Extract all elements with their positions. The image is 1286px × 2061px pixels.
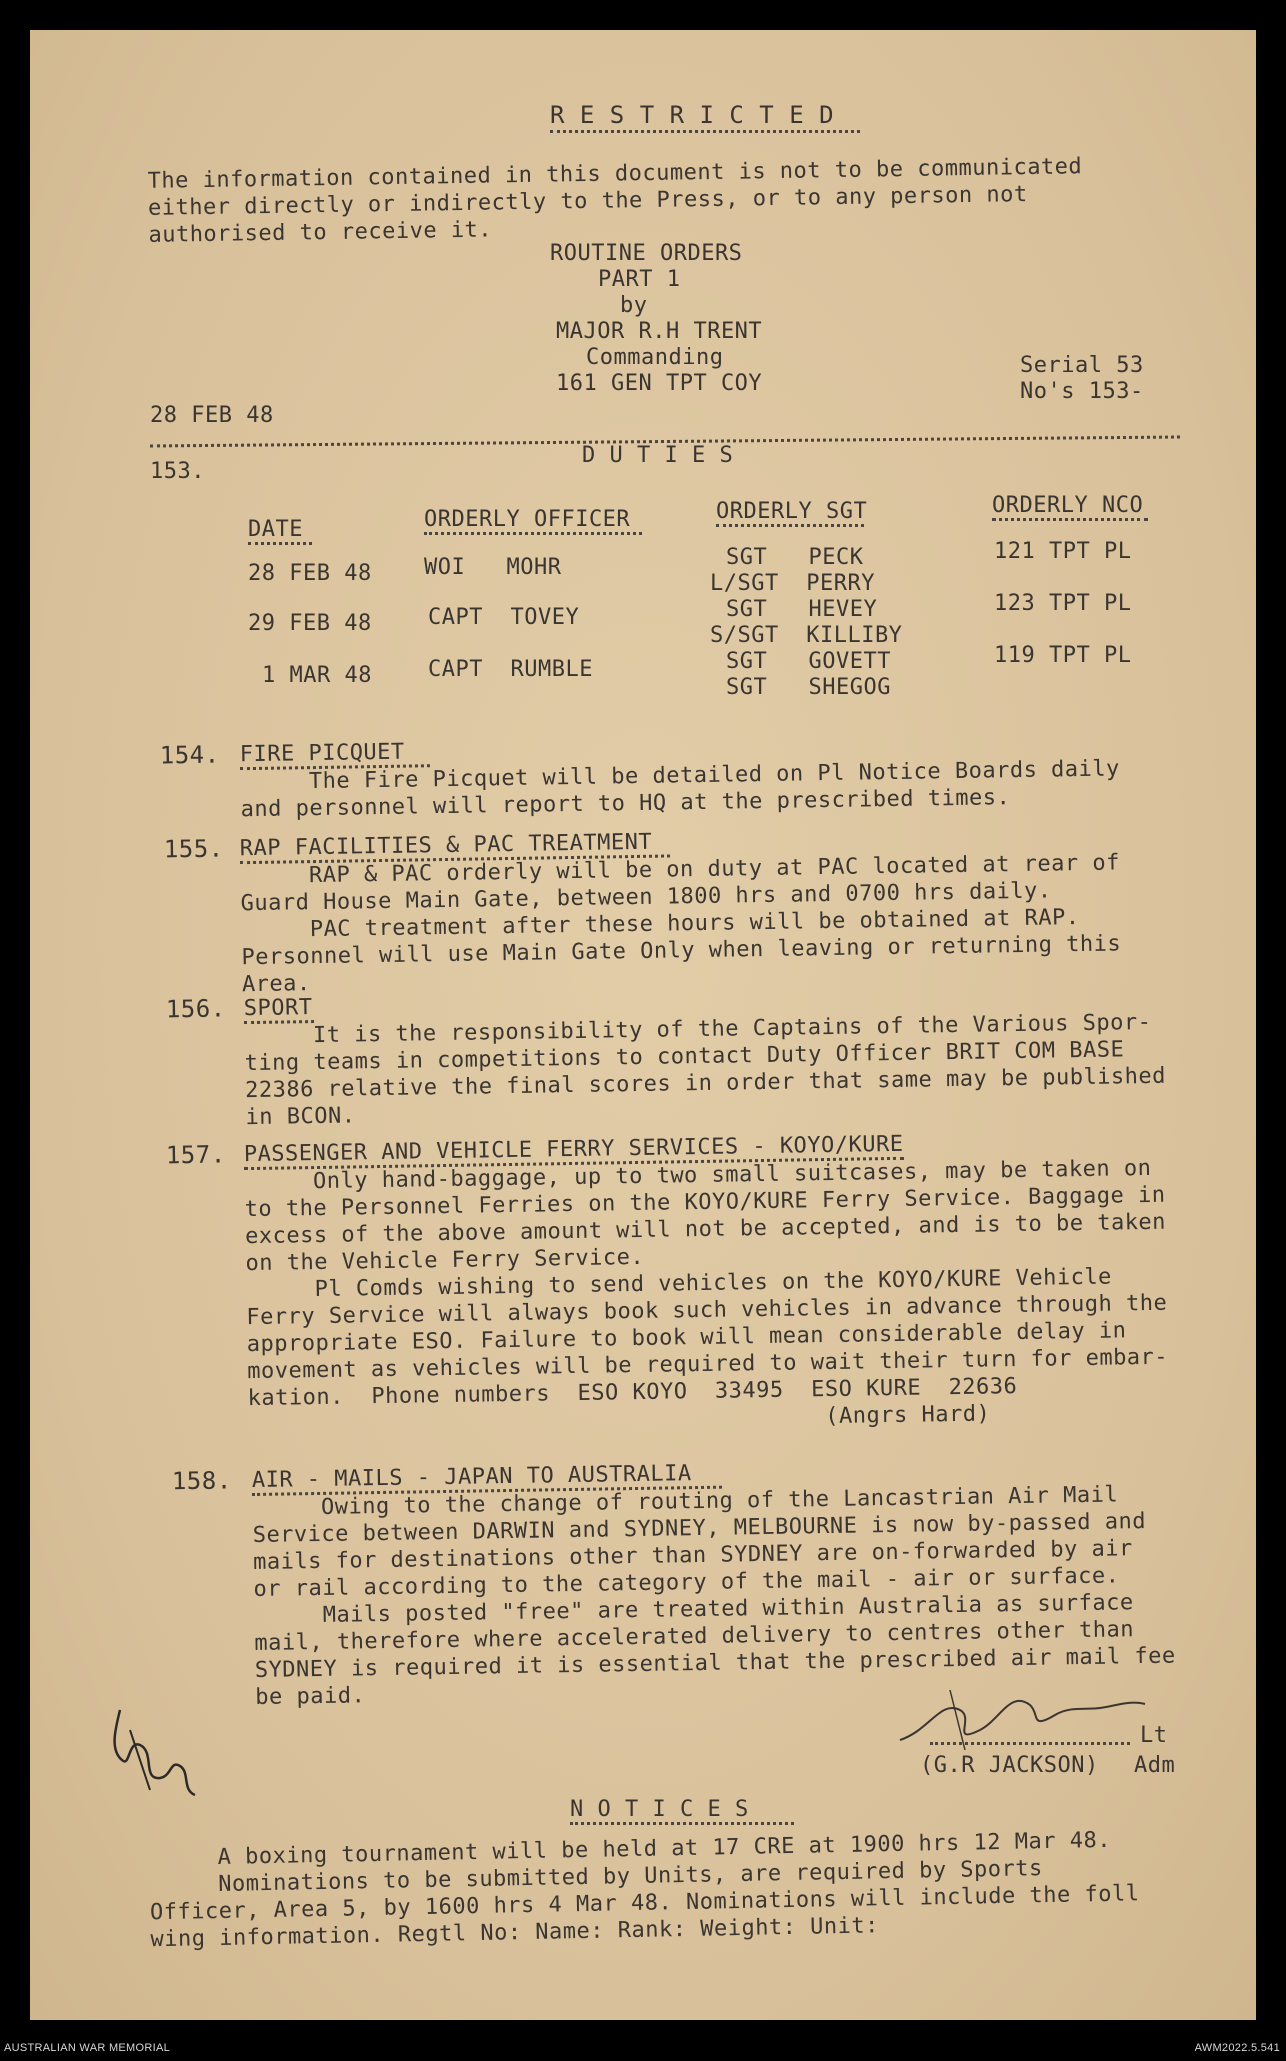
orders-by: by xyxy=(620,293,648,318)
restricted-banner: R E S T R I C T E D xyxy=(550,101,835,129)
order-numbers: No's 153- xyxy=(1020,379,1144,404)
notices-underline xyxy=(570,1822,794,1825)
archive-credit: AUSTRALIAN WAR MEMORIAL xyxy=(4,2042,171,2054)
document-page xyxy=(30,30,1256,2020)
duty-nco: 121 TPT PL xyxy=(994,539,1132,564)
duty-date: 28 FEB 48 xyxy=(248,561,372,586)
item-body: The Fire Picquet will be detailed on Pl Notice Boards daily and personnel will report to HQ at the prescribed times. xyxy=(240,756,1120,823)
duty-sgt: SGT SHEGOG xyxy=(726,675,891,700)
notices-body: A boxing tournament will be held at 17 CRE at 1900 hrs 12 Mar 48. Nominations to be submitted by Units, are required by Sports Officer, Area 5, by 1600 hrs 4 Mar 48. Nominations will include the foll wing information. Regtl No: Name: Rank: Weight: Unit: xyxy=(148,1827,1140,1953)
duties-number: 153. xyxy=(150,459,205,484)
duty-nco: 119 TPT PL xyxy=(994,643,1132,668)
margin-initials xyxy=(100,1690,210,1814)
handwritten-signature xyxy=(890,1670,1150,1764)
duty-sgt: L/SGT PERRY xyxy=(710,571,875,596)
duties-column-officer: ORDERLY OFFICER xyxy=(424,507,631,532)
duty-date: 29 FEB 48 xyxy=(248,611,372,636)
orders-part: PART 1 xyxy=(598,267,681,292)
duty-sgt: SGT PECK xyxy=(726,545,864,570)
duties-heading: D U T I E S xyxy=(582,443,734,468)
duties-column-sgt: ORDERLY SGT xyxy=(716,499,868,524)
duty-officer: CAPT TOVEY xyxy=(428,605,580,630)
duties-column-nco: ORDERLY NCO xyxy=(992,493,1144,518)
item-number: 158. xyxy=(171,1466,232,1496)
column-underline xyxy=(992,518,1148,521)
item-body: Only hand-baggage, up to two small suitcases, may be taken on to the Personnel Ferries on the KOYO/KURE Ferry Service. Baggage in excess of the above amount will not be accepted, and is to be taken on the Vehicle Ferry Service. Pl Comds wishing to send vehicles on the KOYO/KURE Vehicle Ferry Service will always book such vehicles in advance through the appropriate ESO. Failure to book will mean considerable delay in movement as vehicles will be required to wait their turn for embar- kation. Phone numbers ESO KOYO 33495 ESO KURE 22636 (Angrs Hard) xyxy=(244,1155,1169,1439)
item-heading: AIR - MAILS - JAPAN TO AUSTRALIA xyxy=(251,1461,692,1494)
serial-number: Serial 53 xyxy=(1020,353,1144,378)
duty-date: 1 MAR 48 xyxy=(262,663,372,688)
column-underline xyxy=(248,542,312,545)
duty-sgt: S/SGT KILLIBY xyxy=(710,623,903,648)
item-body: It is the responsibility of the Captains of the Various Spor- ting teams in competitions to contact Duty Officer BRIT COM BASE 22386 relative the final scores in order that same may be published in BCON. xyxy=(244,1009,1167,1131)
item-number: 155. xyxy=(163,834,224,864)
item-body: RAP & PAC orderly will be on duty at PAC located at rear of Guard House Main Gate, between 1800 hrs and 0700 hrs daily. PAC treatment after these hours will be obtained at RAP. Personnel will use Main Gate Only when leaving or returning this Area. xyxy=(240,850,1122,998)
duty-officer: CAPT RUMBLE xyxy=(428,657,593,682)
duties-column-date: DATE xyxy=(248,517,303,542)
archive-reference: AWM2022.5.541 xyxy=(1194,2042,1280,2054)
item-body: Owing to the change of routing of the Lancastrian Air Mail Service between DARWIN and SYDNEY, MELBOURNE is now by-passed and mails for destinations other than SYDNEY are on-forwarded by air or rail according to the category of the mail - air or surface. Mails posted "free" are treated within Australia as surface mail, therefore where accelerated delivery to centres other than SYDNEY is required it is essential that the prescribed air mail fee be paid. xyxy=(252,1482,1176,1710)
orders-author: MAJOR R.H TRENT xyxy=(556,319,763,344)
item-heading: SPORT xyxy=(243,995,313,1022)
duty-sgt: SGT HEVEY xyxy=(726,597,878,622)
item-heading: RAP FACILITIES & PAC TREATMENT xyxy=(239,829,653,862)
signatory-role: Adm xyxy=(1134,1753,1176,1778)
signatory-rank: Lt xyxy=(1140,1723,1168,1748)
orders-date: 28 FEB 48 xyxy=(150,403,274,428)
notices-heading: N O T I C E S xyxy=(570,1797,749,1822)
item-heading: FIRE PICQUET xyxy=(239,739,405,768)
signatory-name: (G.R JACKSON) xyxy=(920,1753,1099,1778)
orders-commanding: Commanding xyxy=(586,345,724,370)
column-underline xyxy=(424,532,642,535)
confidentiality-warning: The information contained in this document is not to be communicated either directly or indirectly to the Press, or to any person not authorised to receive it. xyxy=(147,153,1097,248)
item-number: 156. xyxy=(165,994,226,1024)
item-number: 157. xyxy=(165,1140,226,1170)
item-number: 154. xyxy=(159,740,220,770)
column-underline xyxy=(716,524,864,527)
duty-officer: WOI MOHR xyxy=(424,555,562,580)
orders-title: ROUTINE ORDERS xyxy=(550,241,743,266)
signature-line xyxy=(930,1742,1130,1745)
duty-nco: 123 TPT PL xyxy=(994,591,1132,616)
orders-unit: 161 GEN TPT COY xyxy=(556,371,763,396)
duty-sgt: SGT GOVETT xyxy=(726,649,891,674)
restricted-underline xyxy=(550,130,860,133)
item-heading: PASSENGER AND VEHICLE FERRY SERVICES - KOYO/KURE xyxy=(243,1131,904,1168)
